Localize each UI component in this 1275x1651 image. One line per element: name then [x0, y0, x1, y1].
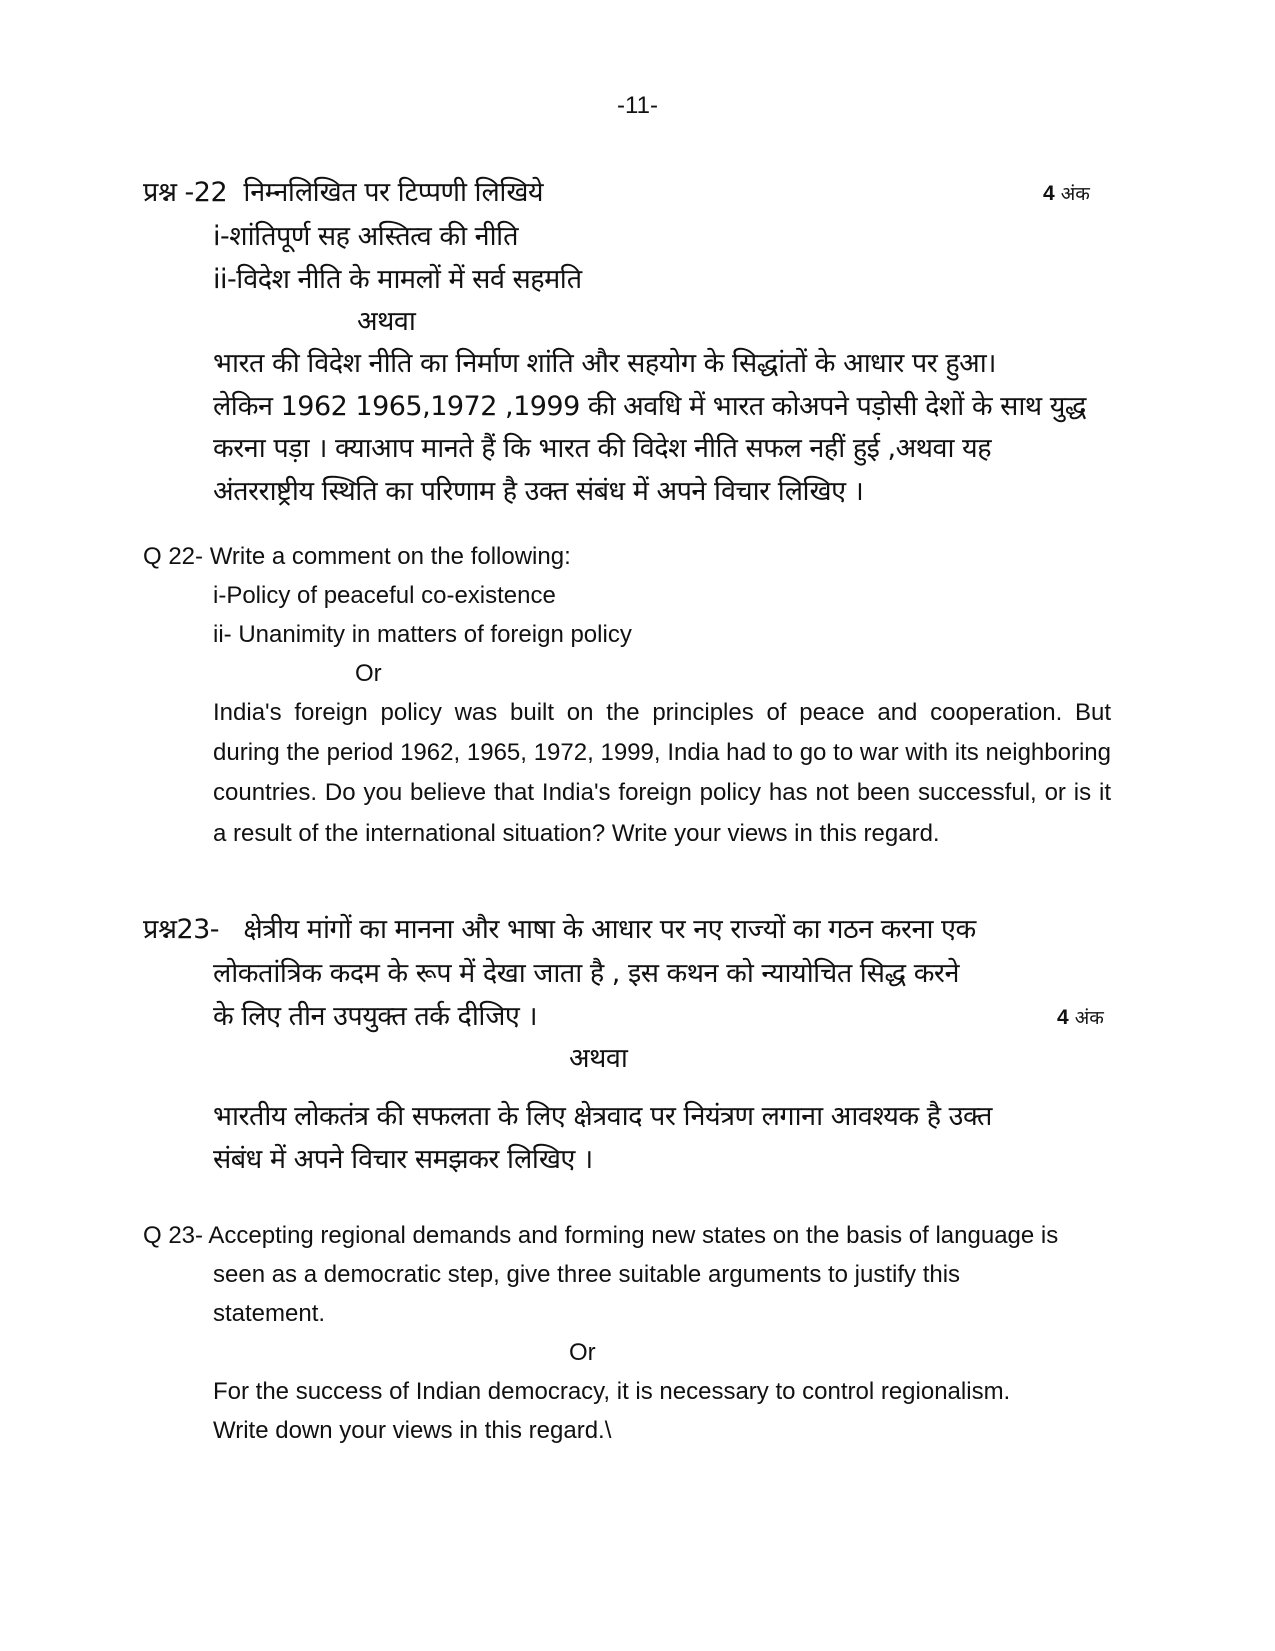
q22-hindi-item-2: ii-विदेश नीति के मामलों में सर्व सहमति [213, 264, 582, 295]
q22-hindi-heading [143, 172, 543, 209]
q23-hindi-alt-line-2: संबंध में अपने विचार समझकर लिखिए । [213, 1144, 593, 1175]
q23-english-or: Or [569, 1339, 596, 1366]
q22-hindi-alt-line-2: लेकिन 1962 1965,1972 ,1999 की अवधि में भारत कोअपने पड़ोसी देशों के साथ युद्ध [213, 391, 1086, 422]
q23-hindi-line-1: क्षेत्रीय मांगों का मानना और भाषा के आधार पर नए राज्यों का गठन करना एक [243, 914, 976, 945]
q23-english-alt-line-1: For the success of Indian democracy, it is necessary to control regionalism. [213, 1378, 1011, 1405]
q22-hindi-alt-line-3: करना पड़ा । क्याआप मानते हैं कि भारत की विदेश नीति सफल नहीं हुई ,अथवा यह [213, 433, 992, 464]
page-number: -11- [617, 92, 658, 119]
q23-hindi-heading [143, 909, 976, 946]
q22-hindi-marks-word: अंक [1060, 183, 1090, 205]
q22-english-item-2: ii- Unanimity in matters of foreign policy [213, 621, 632, 648]
q23-hindi-label: प्रश्न23- [143, 914, 220, 945]
q23-hindi-or: अथवा [569, 1043, 628, 1074]
q23-hindi-marks-word: अंक [1074, 1007, 1104, 1029]
q23-english-line-3: statement. [213, 1300, 326, 1327]
q23-hindi-line-2: लोकतांत्रिक कदम के रूप में देखा जाता है , इस कथन को न्यायोचित सिद्ध करने [213, 958, 959, 989]
q23-english-line-1: Q 23- Accepting regional demands and forming new states on the basis of language is [143, 1222, 1059, 1249]
q22-english-item-1: i-Policy of peaceful co-existence [213, 582, 556, 609]
q22-english-alt-paragraph: India's foreign policy was built on the principles of peace and cooperation. But during the period 1962, 1965, 1972, 1999, India had to go to war with its neighboring countries. Do you believe that India's foreign policy has not been successful, or is it a result of the international situation? Write your views in this regard. [213, 699, 1111, 847]
q23-hindi-marks-number: 4 [1057, 1006, 1069, 1029]
q23-hindi-line-3: के लिए तीन उपयुक्त तर्क दीजिए । [213, 1001, 538, 1032]
q22-hindi-or: अथवा [357, 306, 416, 337]
q22-hindi-title: निम्नलिखित पर टिप्पणी लिखिये [243, 177, 544, 208]
q22-english-or: Or [355, 660, 382, 687]
q23-english-line-2: seen as a democratic step, give three suitable arguments to justify this [213, 1261, 961, 1288]
q22-hindi-marks [1043, 180, 1090, 206]
q22-hindi-item-1: i-शांतिपूर्ण सह अस्तित्व की नीति [213, 221, 519, 252]
q23-hindi-marks [1057, 1004, 1104, 1030]
q22-english-title: Q 22- Write a comment on the following: [143, 543, 571, 570]
q23-hindi-alt-line-1: भारतीय लोकतंत्र की सफलता के लिए क्षेत्रवाद पर नियंत्रण लगाना आवश्यक है उक्त [213, 1101, 992, 1132]
q22-hindi-marks-number: 4 [1043, 182, 1055, 205]
q22-hindi-label: प्रश्न -22 [143, 177, 228, 208]
q22-hindi-alt-line-1: भारत की विदेश नीति का निर्माण शांति और सहयोग के सिद्धांतों के आधार पर हुआ। [213, 348, 997, 379]
q22-hindi-alt-line-4: अंतरराष्ट्रीय स्थिति का परिणाम है उक्त संबंध में अपने विचार लिखिए । [213, 476, 864, 507]
q23-english-alt-line-2: Write down your views in this regard.\ [213, 1417, 612, 1444]
